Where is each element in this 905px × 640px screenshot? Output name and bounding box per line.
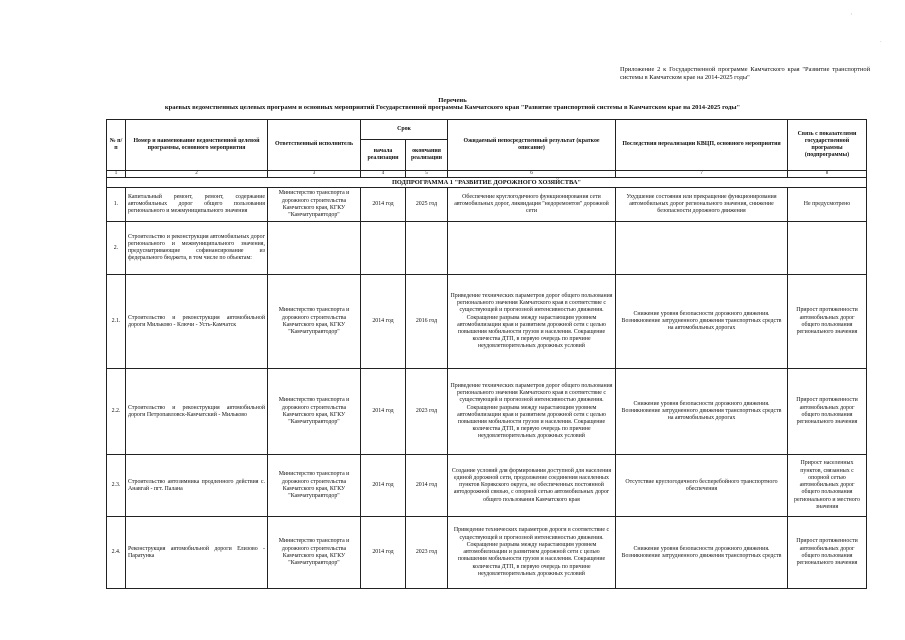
row-consequences: Снижение уровня безопасности дорожного движения. Возникновение затрудненного движения транспортных средств на автомобильных дорогах (616, 369, 788, 455)
row-end (406, 222, 448, 275)
row-start: 2014 год (361, 369, 406, 455)
column-number-row (107, 171, 867, 178)
col-number: 7 (616, 171, 788, 178)
row-end: 2025 год (406, 188, 448, 222)
col-number: 1 (107, 171, 126, 178)
row-executor: Министерство транспорта и дорожного строительства Камчатского края, КГКУ "Камчатуправтодор" (268, 188, 361, 222)
col-number: 5 (406, 171, 448, 178)
col-number: 4 (361, 171, 406, 178)
row-link (788, 222, 867, 275)
row-num: 2.4. (107, 517, 126, 589)
row-consequences: Отсутствие круглогодичного бесперебойного транспортного обеспечения (616, 455, 788, 517)
row-link: Не предусмотрено (788, 188, 867, 222)
row-end: 2014 год (406, 455, 448, 517)
subprogram-row (107, 178, 867, 188)
col-header-name: Номер и наименование ведомственной целевой программы, основного мероприятия (126, 120, 268, 171)
row-result: Приведение технических параметров дорог общего пользования регионального значения Камчатского края в соответствие с существующей и прогнозной интенсивностью движения. Сокращение разрыва между нарастающим уровнем автомобилизации края и развитием дорожной сети с целью повышения мобильности грузов и населения. Сокращение количества ДТП, в первую очередь по причине неудовлетворительных дорожных условий (448, 275, 616, 369)
row-result: Приведение технических параметров дороги в соответствие с существующей и прогнозной интенсивностью движения. Сокращение разрыва между нарастающим уровнем автомобилизации и развитием дорожной сети с целью повышения мобильности грузов и населения. Сокращение количества ДТП, в первую очередь по причине неудовлетворительных дорожных условий (448, 517, 616, 589)
row-start: 2014 год (361, 275, 406, 369)
document-subtitle: краевых ведомственных целевых программ и основных мероприятий Государственной программы Камчатского края "Развитие транспортной системы в Камчатском крае на 2014-2025 годы" (164, 104, 741, 111)
row-end: 2023 год (406, 517, 448, 589)
scan-speck: ' (851, 14, 852, 19)
col-header-result: Ожидаемый непосредственный результат (краткое описание) (448, 120, 616, 171)
row-num: 2. (107, 222, 126, 275)
subprogram-title: ПОДПРОГРАММА 1 "РАЗВИТИЕ ДОРОЖНОГО ХОЗЯЙСТВА" (107, 178, 867, 188)
row-start: 2014 год (361, 455, 406, 517)
document-title: Перечень (438, 97, 467, 104)
col-header-executor: Ответственный исполнитель (268, 120, 361, 171)
row-start (361, 222, 406, 275)
row-name: Строительство автозимника продленного действия с. Анавгай - пгт. Палана (126, 455, 268, 517)
row-executor: Министерство транспорта и дорожного строительства Камчатского края, КГКУ "Камчатуправтодор" (268, 455, 361, 517)
col-number: 2 (126, 171, 268, 178)
row-num: 1. (107, 188, 126, 222)
appendix-note: Приложение 2 к Государственной программе Камчатского края "Развитие транспортной системы в Камчатском крае на 2014-2025 годы" (620, 66, 870, 81)
row-num: 2.2. (107, 369, 126, 455)
table-row (107, 275, 867, 369)
col-header-link: Связь с показателями государственной программы (подпрограммы) (788, 120, 867, 171)
row-name: Строительство и реконструкция автомобильной дороги Петропавловск-Камчатский - Мильково (126, 369, 268, 455)
row-start: 2014 год (361, 517, 406, 589)
col-header-num: № п/п (107, 120, 126, 171)
row-result (448, 222, 616, 275)
row-link: Прирост населенных пунктов, связанных с опорной сетью автомобильных дорог общего пользования регионального и местного значения (788, 455, 867, 517)
row-consequences: Ухудшение состояния или прекращение функционирования автомобильных дорог регионального значения, снижение безопасности дорожного движения (616, 188, 788, 222)
row-link: Прирост протяженности автомобильных дорог общего пользования регионального значения (788, 275, 867, 369)
col-header-end: окончания реализации (406, 140, 448, 171)
row-executor: Министерство транспорта и дорожного строительства Камчатского края, КГКУ "Камчатуправтодор" (268, 275, 361, 369)
row-executor: Министерство транспорта и дорожного строительства Камчатского края, КГКУ "Камчатуправтодор" (268, 369, 361, 455)
row-name: Капитальный ремонт, ремонт, содержание автомобильных дорог общего пользования регионального и межмуниципального значения (126, 188, 268, 222)
table-row (107, 222, 867, 275)
row-executor: Министерство транспорта и дорожного строительства Камчатского края, КГКУ "Камчатуправтодор" (268, 517, 361, 589)
col-number: 3 (268, 171, 361, 178)
row-link: Прирост протяженности автомобильных дорог общего пользования регионального значения (788, 517, 867, 589)
row-start: 2014 год (361, 188, 406, 222)
row-result: Создание условий для формирования доступной для населения единой дорожной сети, продолжение соединения населенных пунктов Корякского округа, не обеспеченных постоянной автодорожной связью, с опорной сетью автомобильных дорог общего пользования Камчатского края (448, 455, 616, 517)
col-number: 8 (788, 171, 867, 178)
col-header-consequences: Последствия нереализации КВЦП, основного мероприятия (616, 120, 788, 171)
row-num: 2.3. (107, 455, 126, 517)
col-header-term: Срок (361, 120, 448, 140)
row-consequences: Снижение уровня безопасности дорожного движения. Возникновение затрудненного движения транспортных средств на автомобильных дорогах (616, 275, 788, 369)
table-row (107, 369, 867, 455)
table-row (107, 517, 867, 589)
scan-speck: · (880, 40, 882, 45)
header-row (107, 120, 867, 140)
col-header-start: начала реализации (361, 140, 406, 171)
row-consequences (616, 222, 788, 275)
row-executor (268, 222, 361, 275)
col-number: 6 (448, 171, 616, 178)
row-num: 2.1. (107, 275, 126, 369)
row-link: Прирост протяженности автомобильных дорог общего пользования регионального значения (788, 369, 867, 455)
row-name: Строительство и реконструкция автомобильных дорог регионального и межмуниципального значения, предусматривающие софинансирование из федерального бюджета, в том числе по объектам: (126, 222, 268, 275)
row-end: 2016 год (406, 275, 448, 369)
row-result: Обеспечение круглогодичного функционирования сети автомобильных дорог, ликвидация "недоремонтов" дорожной сети (448, 188, 616, 222)
row-result: Приведение технических параметров дорог общего пользования регионального значения Камчатского края в соответствие с существующей и прогнозной интенсивностью движения. Сокращение разрыва между нарастающим уровнем автомобилизации края и развитием дорожной сети с целью повышения мобильности грузов и населения. Сокращение количества ДТП, в первую очередь по причине неудовлетворительных дорожных условий (448, 369, 616, 455)
row-name: Строительство и реконструкция автомобильной дороги Мильково - Ключи - Усть-Камчатск (126, 275, 268, 369)
program-table (106, 119, 867, 589)
row-end: 2023 год (406, 369, 448, 455)
table-row (107, 455, 867, 517)
row-consequences: Снижение уровня безопасности дорожного движения. Возникновение затрудненного движения транспортных средств (616, 517, 788, 589)
row-name: Реконструкция автомобильной дороги Елизово - Паратунка (126, 517, 268, 589)
table-row (107, 188, 867, 222)
